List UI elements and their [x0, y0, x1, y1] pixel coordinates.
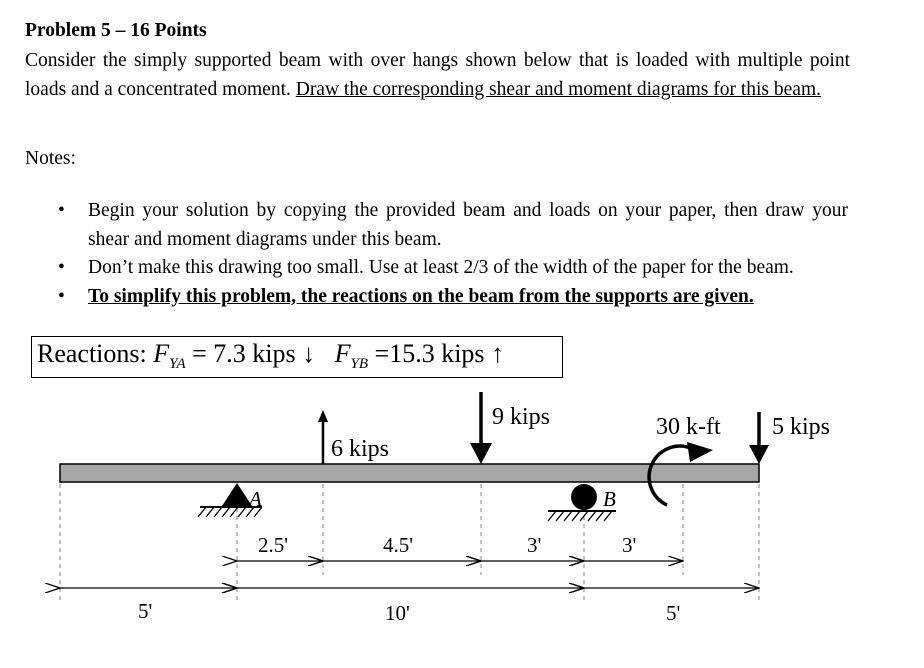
bullet-icon: •: [58, 285, 65, 307]
bullet-icon: •: [58, 200, 65, 221]
dim-5-left: 5': [138, 599, 153, 623]
load-9-kips-label: 9 kips: [492, 404, 551, 430]
beam: [60, 464, 759, 482]
bullet-icon: •: [58, 257, 65, 278]
dim-3-right: 3': [622, 533, 637, 557]
fyb-value: =15.3 kips: [374, 339, 485, 368]
reactions-line: [37, 339, 504, 373]
notes-heading: Notes:: [25, 148, 76, 169]
problem-statement: [25, 47, 850, 104]
dim-10: 10': [385, 601, 410, 625]
fyb-direction-icon: ↑: [491, 339, 505, 368]
dim-4-5: 4.5': [383, 533, 414, 557]
fya-value: = 7.3 kips: [192, 339, 296, 368]
notes-list: [52, 197, 848, 311]
problem-title: Problem 5 – 16 Points: [25, 20, 207, 41]
note-item: • Don’t make this drawing too small. Use at least 2/3 of the width of the paper for the beam.: [52, 254, 848, 283]
dim-2-5: 2.5': [258, 533, 289, 557]
support-a-label: A: [249, 487, 262, 511]
fyb-symbol: $F_{YB}$: [334, 339, 369, 373]
support-b: [548, 484, 616, 521]
load-6-kips: [318, 410, 389, 464]
support-b-label: B: [603, 487, 616, 511]
dim-3-left: 3': [527, 533, 542, 557]
note-item: • To simplify this problem, the reactions on the beam from the supports are given.: [52, 283, 848, 312]
fya-symbol: $F_{YA}$: [153, 339, 186, 373]
load-5-kips: [749, 412, 830, 464]
moment-30-kft: [649, 414, 721, 505]
load-6-kips-label: 6 kips: [331, 436, 390, 462]
load-9-kips: [470, 392, 550, 464]
load-5-kips-label: 5 kips: [772, 414, 831, 440]
dim-5-right: 5': [666, 601, 681, 625]
support-a: [198, 483, 262, 517]
problem-task: Draw the corresponding shear and moment diagrams for this beam.: [295, 78, 821, 100]
fya-direction-icon: ↓: [302, 339, 316, 368]
beam-diagram: [0, 380, 924, 668]
problem-intro: Consider the simply supported beam with over hangs shown below that is loaded with multiple point loads and a concentrated moment.: [25, 50, 850, 100]
moment-label: 30 k-ft: [656, 414, 721, 440]
reactions-label: Reactions:: [37, 339, 147, 368]
note-item: • Begin your solution by copying the provided beam and loads on your paper, then draw your shear and moment diagrams under this beam.: [52, 197, 848, 254]
